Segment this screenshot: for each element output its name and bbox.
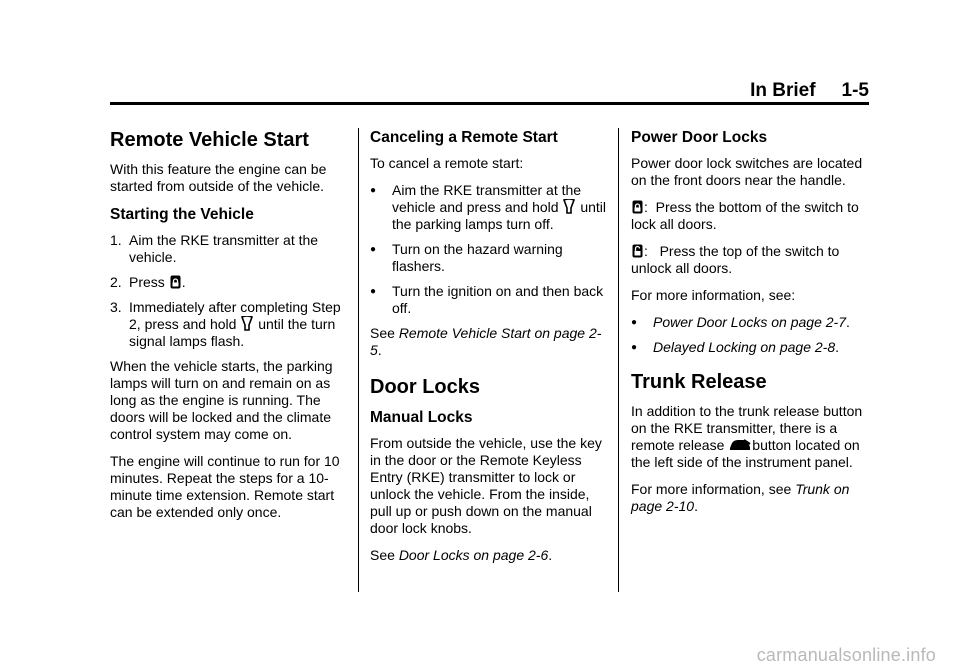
section-heading: Trunk Release (631, 371, 767, 393)
watermark: carmanualsonline.info (756, 645, 936, 665)
list-item: 1. Aim the RKE transmitter at the vehicle. (110, 232, 319, 265)
list-item: 3. Immediately after completing Step 2, press and hold until the turn signal lamps flash. (110, 299, 341, 349)
trunk-icon (729, 439, 751, 452)
page-reference-link[interactable]: Trunk on page 2-10 (631, 481, 850, 514)
remote-start-icon (241, 316, 253, 331)
list-item: ● Power Door Locks on page 2-7. (631, 314, 850, 330)
section-heading: Door Locks (370, 376, 481, 398)
bullet-icon: ● (631, 342, 638, 353)
page-number: 1-5 (841, 80, 869, 101)
paragraph: Power door lock switches are located on the front doors near the handle. (631, 155, 863, 188)
lock-instruction: : Press the bottom of the switch to lock all doors. (631, 199, 859, 232)
header-rule (110, 102, 869, 105)
cross-reference: For more information, see Trunk on page 2-10. (631, 481, 850, 514)
unlock-instruction: : Press the top of the switch to unlock all doors. (631, 243, 840, 276)
bullet-icon: ● (370, 244, 377, 255)
page-reference-link[interactable]: Remote Vehicle Start on page 2-5 (370, 325, 602, 358)
subheading: Canceling a Remote Start (370, 129, 558, 146)
page-reference-link[interactable]: Delayed Locking on page 2-8 (653, 339, 836, 355)
list-item: ● Turn on the hazard warning flashers. (370, 241, 563, 274)
list-item: 2. Press . (110, 274, 186, 290)
paragraph: To cancel a remote start: (370, 155, 524, 171)
column-divider (358, 128, 359, 592)
column-3 (631, 128, 871, 525)
paragraph: With this feature the engine can be started from outside of the vehicle. (110, 161, 327, 194)
column-divider (618, 128, 619, 592)
paragraph: When the vehicle starts, the parking lamps will turn on and remain on as long as the engine is running. The doors will be locked and the climate control system may come on. (110, 358, 333, 442)
paragraph: In addition to the trunk release button on the RKE transmitter, there is a remote release button located on the left side of the instrument panel. (631, 403, 863, 470)
paragraph: For more information, see: (631, 287, 796, 303)
bullet-icon: ● (631, 317, 638, 328)
unlock-icon (632, 244, 643, 258)
column-1 (110, 128, 346, 531)
subheading: Manual Locks (370, 409, 473, 426)
bullet-icon: ● (370, 185, 377, 196)
section-title: In Brief (750, 80, 816, 101)
subheading: Starting the Vehicle (110, 206, 254, 223)
section-heading: Remote Vehicle Start (110, 129, 309, 151)
page-reference-link[interactable]: Power Door Locks on page 2-7 (653, 314, 846, 330)
lock-icon (170, 275, 181, 289)
lock-icon (632, 200, 643, 214)
paragraph: From outside the vehicle, use the key in the door or the Remote Keyless Entry (RKE) transmitter to lock or unlock the vehicle. From the inside, pull up or push down on the manual door lock knobs. (370, 435, 602, 536)
bullet-icon: ● (370, 286, 377, 297)
page-reference-link[interactable]: Door Locks on page 2-6 (398, 547, 549, 563)
subheading: Power Door Locks (631, 129, 768, 146)
cross-reference: See Remote Vehicle Start on page 2-5. (370, 325, 602, 358)
list-item: ● Aim the RKE transmitter at the vehicle and press and hold until the parking lamps turn off. (370, 182, 607, 232)
list-item: ● Turn the ignition on and then back off. (370, 283, 604, 316)
remote-start-icon (563, 199, 575, 214)
column-2 (370, 128, 610, 574)
list-item: ● Delayed Locking on page 2-8. (631, 339, 840, 355)
page-header (750, 80, 869, 102)
cross-reference: See Door Locks on page 2-6. (370, 547, 553, 563)
paragraph: The engine will continue to run for 10 minutes. Repeat the steps for a 10-minute time extension. Remote start can be extended only once. (110, 453, 340, 520)
